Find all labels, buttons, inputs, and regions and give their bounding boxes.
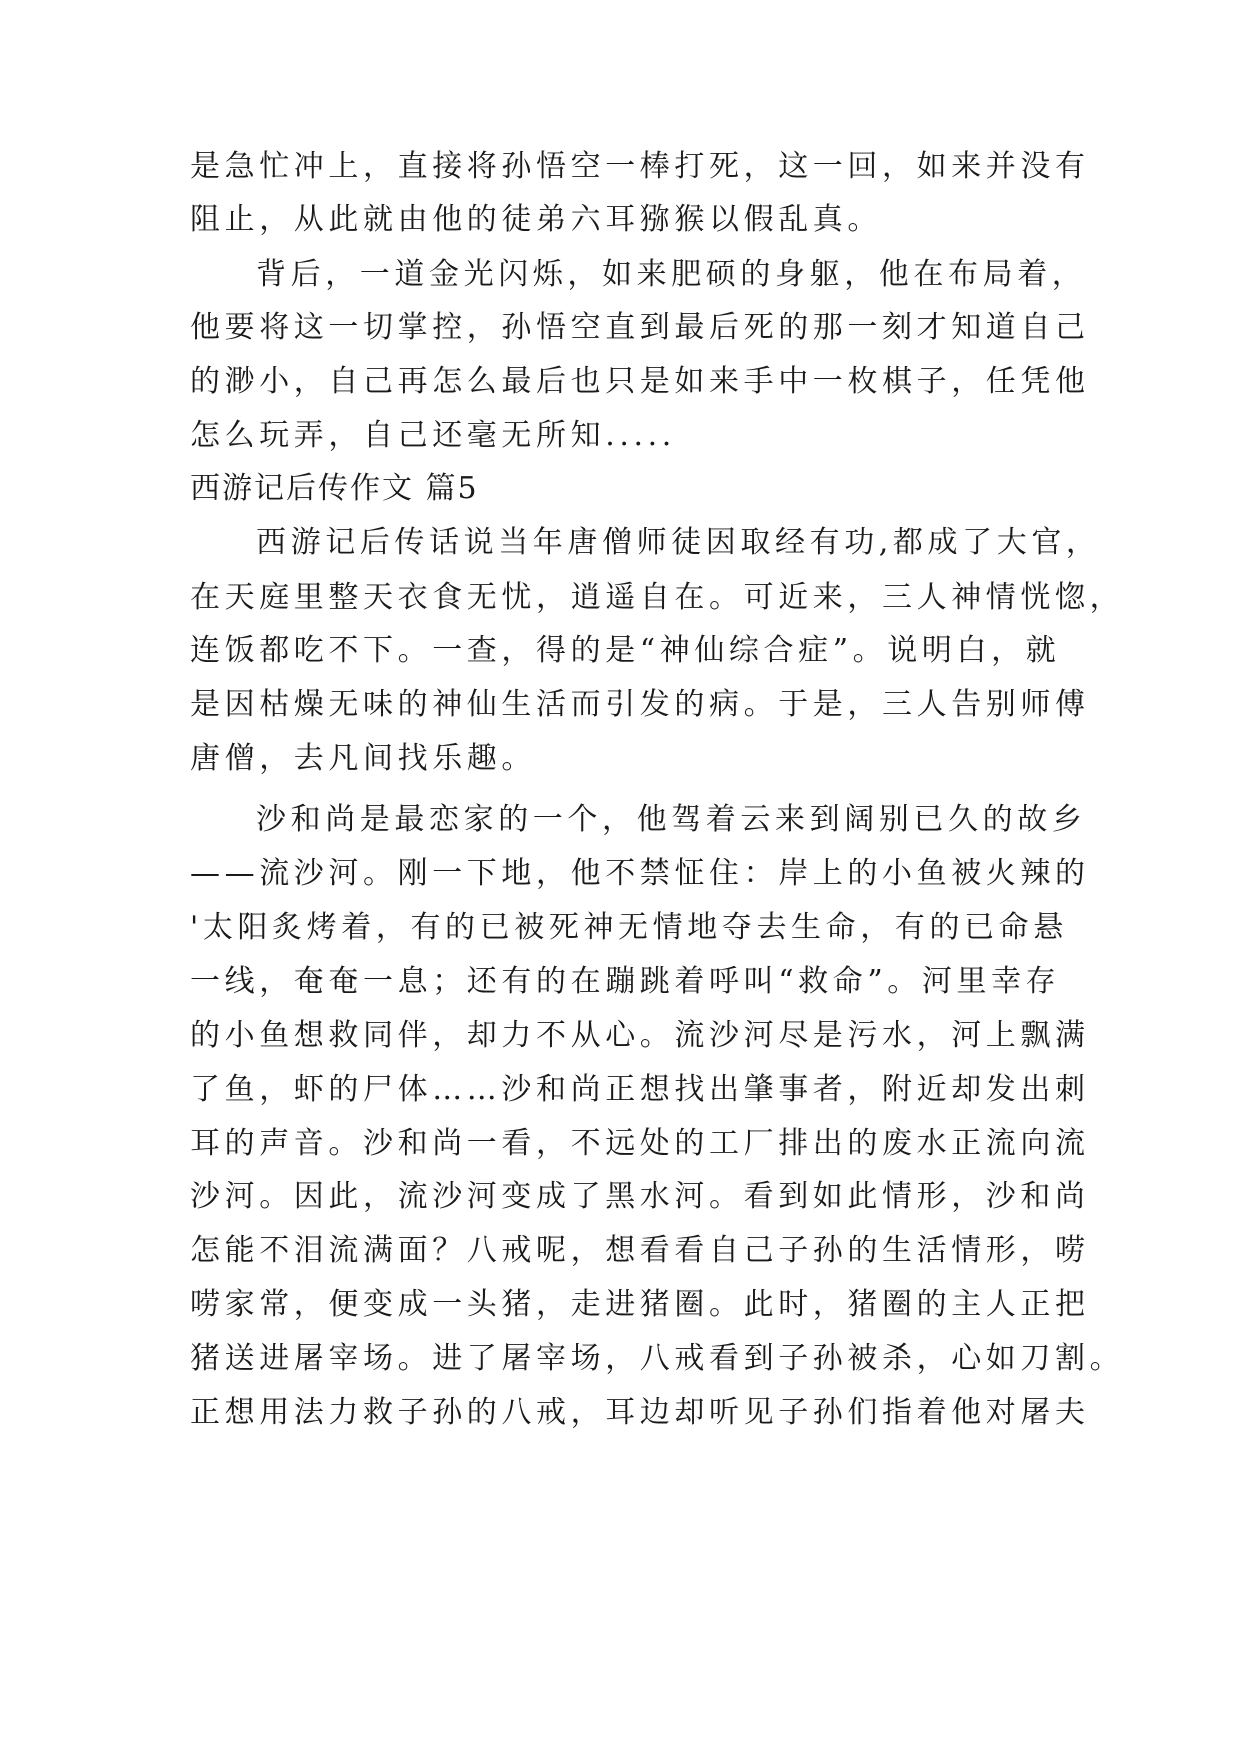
- text-line-15: '太阳炙烤着，有的已被死神无情地夺去生命，有的已命悬: [190, 910, 1068, 945]
- text-line-12: 唐僧，去凡间找乐趣。: [190, 741, 536, 776]
- text-line-23: 猪送进屠宰场。进了屠宰场，八戒看到子孙被杀，心如刀割。: [190, 1341, 1125, 1376]
- paragraph-start-line: 沙和尚是最恋家的一个，他驾着云来到阔别已久的故乡: [256, 802, 1087, 837]
- text-line-16: 一线，奄奄一息；还有的在蹦跳着呼叫“救命”。河里幸存: [190, 964, 1061, 999]
- section-heading: 西游记后传作文 篇5: [190, 471, 479, 506]
- text-line-11: 是因枯燥无味的神仙生活而引发的病。于是，三人告别师傅: [190, 687, 1090, 722]
- text-line-18: 了鱼，虾的尸体……沙和尚正想找出肇事者，附近却发出刺: [190, 1072, 1090, 1107]
- text-line-19: 耳的声音。沙和尚一看，不远处的工厂排出的废水正流向流: [190, 1126, 1090, 1161]
- text-line-17: 的小鱼想救同伴，却力不从心。流沙河尽是污水，河上飘满: [190, 1018, 1090, 1053]
- text-line-5: 的渺小，自己再怎么最后也只是如来手中一枚棋子，任凭他: [190, 364, 1090, 399]
- text-line-24: 正想用法力救子孙的八戒，耳边却听见子孙们指着他对屠夫: [190, 1395, 1090, 1430]
- text-line-1: 是急忙冲上，直接将孙悟空一棒打死，这一回，如来并没有: [190, 149, 1090, 184]
- text-line-2: 阻止，从此就由他的徒弟六耳猕猴以假乱真。: [190, 202, 882, 237]
- text-line-14: ——流沙河。刚一下地，他不禁怔住：岸上的小鱼被火辣的: [190, 856, 1090, 891]
- text-line-22: 唠家常，便变成一头猪，走进猪圈。此时，猪圈的主人正把: [190, 1287, 1090, 1322]
- text-line-21: 怎能不泪流满面？八戒呢，想看看自己子孙的生活情形，唠: [190, 1233, 1090, 1268]
- paragraph-start-line: 背后，一道金光闪烁，如来肥硕的身躯，他在布局着，: [256, 257, 1087, 292]
- text-line-10: 连饭都吃不下。一查，得的是“神仙综合症”。说明白，就: [190, 633, 1061, 668]
- document-page: [190, 0, 1125, 1754]
- text-line-20: 沙河。因此，流沙河变成了黑水河。看到如此情形，沙和尚: [190, 1179, 1090, 1214]
- text-line-4: 他要将这一切掌控，孙悟空直到最后死的那一刻才知道自己: [190, 310, 1090, 345]
- text-line-6: 怎么玩弄，自己还毫无所知.....: [190, 418, 676, 453]
- text-line-9: 在天庭里整天衣食无忧，逍遥自在。可近来，三人神情恍惚，: [190, 580, 1125, 615]
- paragraph-start-line: 西游记后传话说当年唐僧师徒因取经有功,都成了大官，: [256, 525, 1101, 560]
